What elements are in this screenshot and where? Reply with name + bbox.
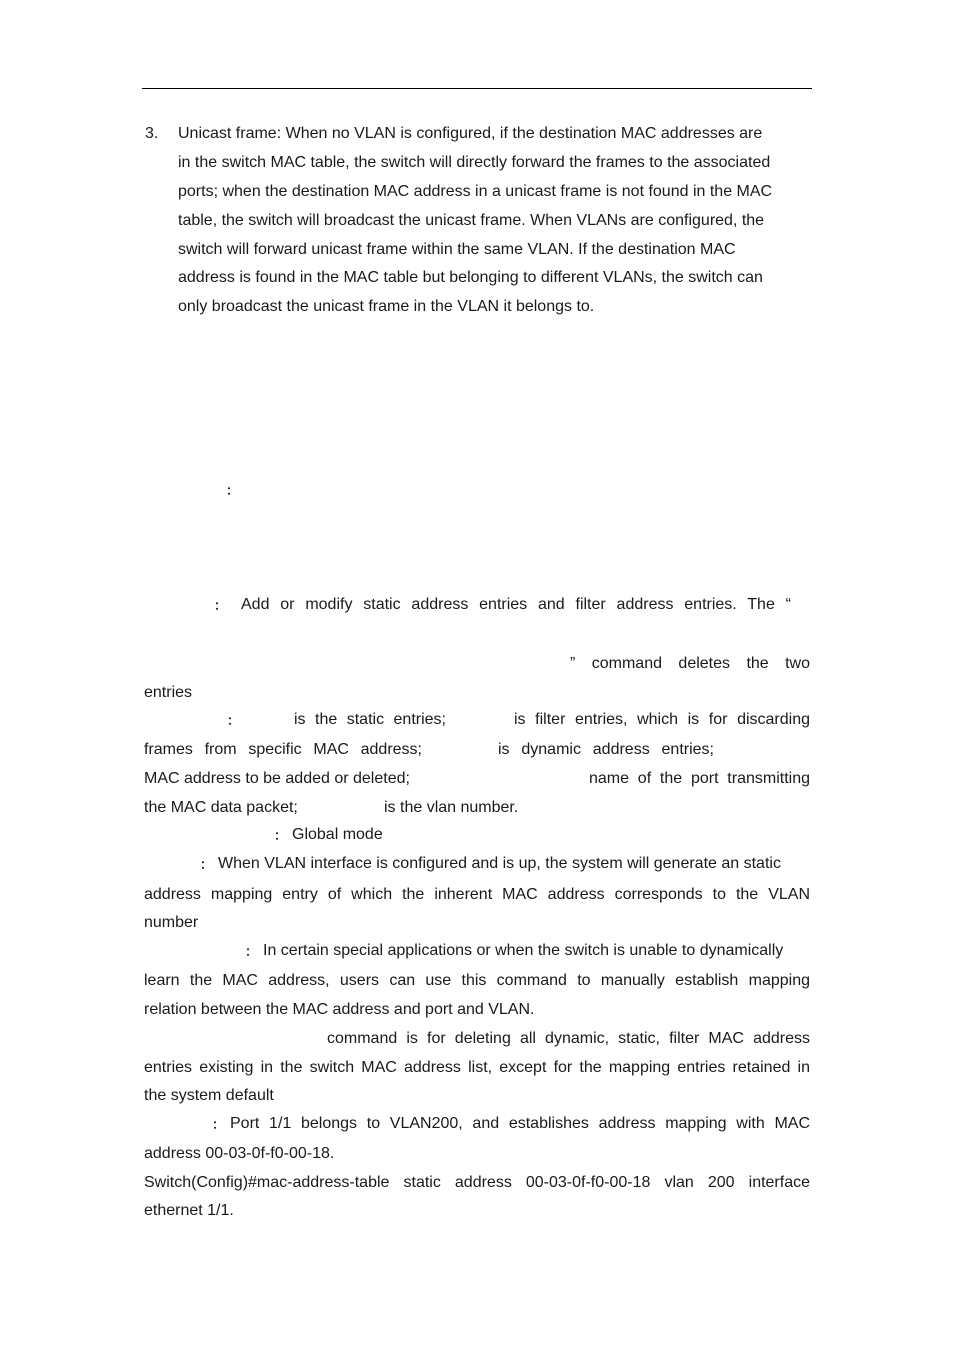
default-colon: ：	[200, 858, 214, 873]
item-text-line: only broadcast the unicast frame in the VLAN it belongs to.	[178, 298, 595, 315]
params-vlan: is the vlan number.	[384, 799, 519, 816]
item-text-line: table, the switch will broadcast the unicast frame. When VLANs are configured, the	[178, 212, 765, 229]
item-text-line: Unicast frame: When no VLAN is configured, if the destination MAC addresses are	[178, 125, 763, 142]
params-line4: the MAC data packet;	[144, 799, 298, 816]
usage-line: entries existing in the switch MAC address list, except for the mapping entries retained in	[144, 1059, 810, 1076]
mode-colon: ：	[274, 829, 288, 844]
header-rule	[142, 88, 812, 89]
default-line: When VLAN interface is configured and is up, the system will generate an static	[218, 855, 781, 872]
params-blackhole: is filter entries, which is for discarding	[514, 711, 810, 728]
command-mode: Global mode	[292, 826, 383, 843]
params-dynamic: is dynamic address entries;	[498, 741, 714, 758]
function-text: Add or modify static address entries and filter address entries. The “	[241, 596, 791, 613]
usage-line: relation between the MAC address and port and VLAN.	[144, 1001, 535, 1018]
example-line: address 00-03-0f-f0-00-18.	[144, 1145, 335, 1162]
default-line: number	[144, 914, 199, 931]
params-static: is the static entries;	[294, 711, 446, 728]
example-colon: ：	[212, 1118, 226, 1133]
example-line: Port 1/1 belongs to VLAN200, and establishes address mapping with MAC	[230, 1115, 810, 1132]
usage-line: command is for deleting all dynamic, static, filter MAC address	[327, 1030, 810, 1047]
params-line3: MAC address to be added or deleted;	[144, 770, 410, 787]
function-text-end: ” command deletes the two	[570, 655, 810, 672]
usage-colon: ：	[245, 945, 259, 960]
params-line2: frames from specific MAC address;	[144, 741, 422, 758]
params-port: name of the port transmitting	[589, 770, 810, 787]
function-entries: entries	[144, 684, 193, 701]
example-line: ethernet 1/1.	[144, 1202, 234, 1219]
item-text-line: in the switch MAC table, the switch will directly forward the frames to the associated	[178, 154, 771, 171]
usage-line: the system default	[144, 1087, 274, 1104]
default-line: address mapping entry of which the inherent MAC address corresponds to the VLAN	[144, 886, 810, 903]
params-colon: ：	[227, 714, 241, 729]
item-text-line: ports; when the destination MAC address in a unicast frame is not found in the MAC	[178, 183, 773, 200]
usage-line: In certain special applications or when the switch is unable to dynamically	[263, 942, 784, 959]
item-text-line: switch will forward unicast frame within the same VLAN. If the destination MAC	[178, 241, 736, 258]
syntax-colon: ：	[226, 484, 240, 499]
list-number: 3.	[145, 125, 159, 142]
usage-line: learn the MAC address, users can use this command to manually establish mapping	[144, 972, 810, 989]
function-colon: ：	[214, 599, 228, 614]
item-text-line: address is found in the MAC table but belonging to different VLANs, the switch can	[178, 269, 763, 286]
example-line: Switch(Config)#mac-address-table static address 00-03-0f-f0-00-18 vlan 200 interface	[144, 1174, 810, 1191]
